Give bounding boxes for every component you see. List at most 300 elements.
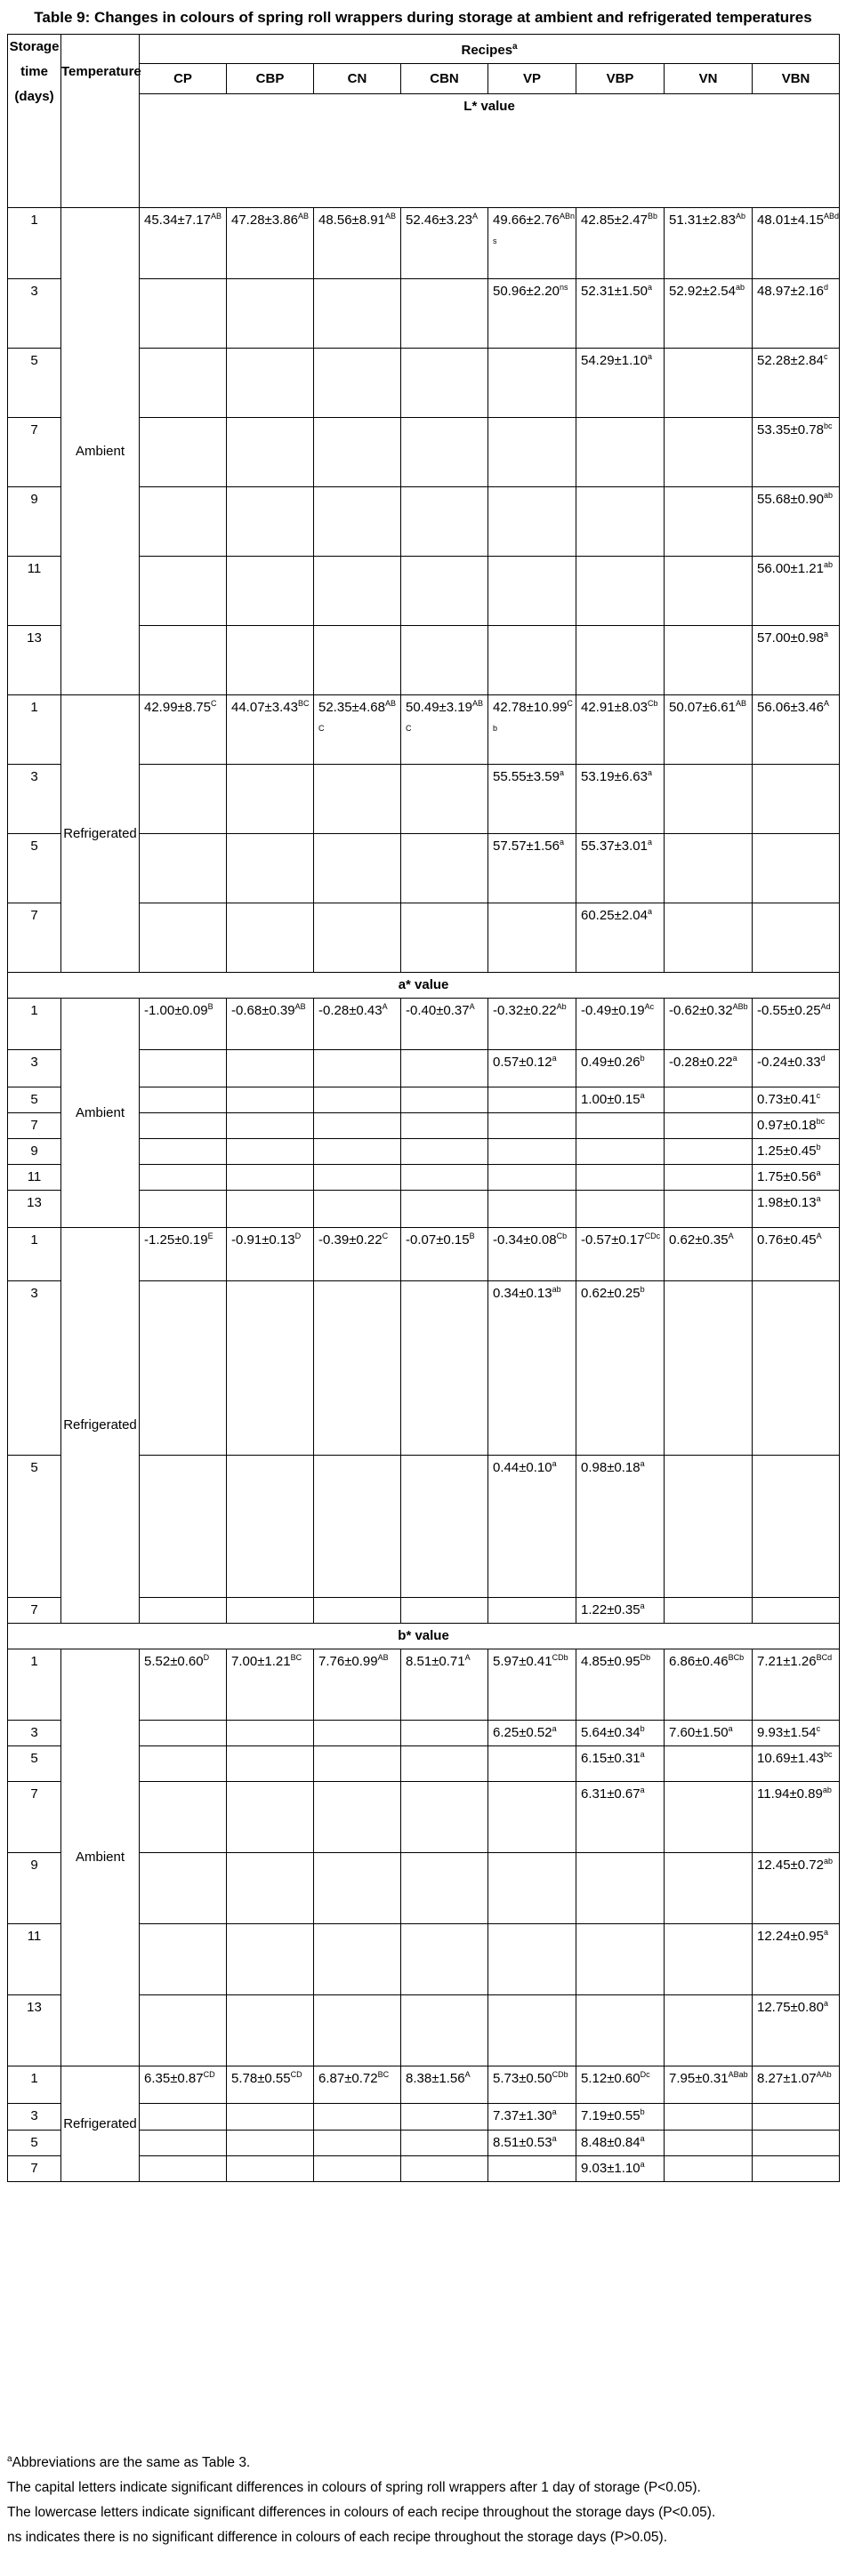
value-cell [488, 2156, 576, 2182]
value-cell: $0.62\pm 0.35^A$ [665, 1228, 753, 1281]
value-cell [488, 1782, 576, 1853]
value-cell [227, 1087, 314, 1113]
value-cell: $-0.55\pm 0.25^{Ad}$ [753, 999, 840, 1050]
value-cell: $48.01\pm 4.15^{ABd}$ [753, 208, 840, 279]
value-cell [488, 1924, 576, 1995]
value-cell [140, 903, 227, 973]
value-cell [401, 903, 488, 973]
value-cell [665, 1598, 753, 1624]
storage-day: 7 [8, 1782, 61, 1853]
value-cell [227, 1721, 314, 1746]
value-cell: 52.92±2.54$^{ab}$ [665, 279, 753, 349]
storage-day: 1 [8, 1228, 61, 1281]
value-cell: 57.00±0.98$^a$ [753, 626, 840, 695]
value-cell [140, 418, 227, 487]
value-cell [488, 418, 576, 487]
value-cell: 1.98±0.13$^a$ [753, 1191, 840, 1228]
storage-time-header: Storage time (days) [8, 35, 61, 208]
value-cell: $48.56\pm 8.91^{AB}$ [314, 208, 401, 279]
value-cell [401, 1995, 488, 2066]
value-cell: 12.24±0.95$^a$ [753, 1924, 840, 1995]
value-cell [401, 1165, 488, 1191]
value-cell [665, 1924, 753, 1995]
recipe-col-vbn: VBN [753, 64, 840, 94]
value-cell: $50.96\pm 2.20^{ns}$ [488, 279, 576, 349]
value-cell [753, 765, 840, 834]
value-cell [140, 1746, 227, 1782]
value-cell: 6.25±0.52$^a$ [488, 1721, 576, 1746]
storage-day: 11 [8, 557, 61, 626]
value-cell: $-0.57\pm 0.17^{CDc}$ [576, 1228, 665, 1281]
section-label: b* value [8, 1624, 840, 1649]
value-cell [140, 1598, 227, 1624]
value-cell [665, 1165, 753, 1191]
value-cell: 52.31±1.50$^a$ [576, 279, 665, 349]
value-cell [314, 2131, 401, 2156]
value-cell [227, 557, 314, 626]
storage-day: 1 [8, 1649, 61, 1721]
note-1: The capital letters indicate significant differences in colours of spring roll wrappers after 1 day of storage (P<0.05). [7, 2480, 701, 2496]
note-2: The lowercase letters indicate significant differences in colours of each recipe throughout the storage days (P<0.05). [7, 2505, 716, 2521]
value-cell [665, 1139, 753, 1165]
value-cell [665, 626, 753, 695]
value-cell: $49.66\pm 2.76^{ABns}$ [488, 208, 576, 279]
value-cell [314, 349, 401, 418]
value-cell [140, 1995, 227, 2066]
value-cell [488, 1191, 576, 1228]
value-cell: 0.44±0.10$^a$ [488, 1456, 576, 1598]
value-cell [401, 1050, 488, 1087]
value-cell: -0.24±0.33$^d$ [753, 1050, 840, 1087]
value-cell: 1.25±0.45$^b$ [753, 1139, 840, 1165]
value-cell: $42.85\pm 2.47^{Bb}$ [576, 208, 665, 279]
value-cell: $8.38\pm 1.56^A$ [401, 2066, 488, 2104]
value-cell [576, 1165, 665, 1191]
temperature-cell: Ambient [61, 208, 140, 695]
storage-day: 7 [8, 903, 61, 973]
value-cell: 1.00±0.15$^a$ [576, 1087, 665, 1113]
value-cell [753, 1281, 840, 1456]
value-cell [140, 1853, 227, 1924]
value-cell: 1.75±0.56$^a$ [753, 1165, 840, 1191]
storage-day: 1 [8, 2066, 61, 2104]
value-cell [140, 1113, 227, 1139]
value-cell [227, 1598, 314, 1624]
value-cell [401, 1113, 488, 1139]
value-cell [227, 2104, 314, 2131]
value-cell [140, 1165, 227, 1191]
value-cell [665, 1853, 753, 1924]
value-cell [665, 2131, 753, 2156]
storage-day: 3 [8, 2104, 61, 2131]
value-cell [227, 626, 314, 695]
value-cell [314, 1924, 401, 1995]
storage-day: 9 [8, 1853, 61, 1924]
storage-day: 7 [8, 1113, 61, 1139]
value-cell: 7.37±1.30$^a$ [488, 2104, 576, 2131]
storage-day: 5 [8, 349, 61, 418]
temperature-cell: Ambient [61, 1649, 140, 2066]
value-cell [314, 765, 401, 834]
value-cell [314, 903, 401, 973]
recipe-col-cp: CP [140, 64, 227, 94]
storage-day: 3 [8, 1281, 61, 1456]
value-cell: 0.73±0.41$^c$ [753, 1087, 840, 1113]
value-cell: $50.07\pm 6.61^{AB}$ [665, 695, 753, 765]
storage-day: 3 [8, 1721, 61, 1746]
recipe-col-vp: VP [488, 64, 576, 94]
value-cell: $0.76\pm 0.45^A$ [753, 1228, 840, 1281]
value-cell: $45.34\pm 7.17^{AB}$ [140, 208, 227, 279]
value-cell [401, 1853, 488, 1924]
value-cell [488, 1139, 576, 1165]
value-cell [665, 1087, 753, 1113]
value-cell: 1.22±0.35$^a$ [576, 1598, 665, 1624]
storage-day: 7 [8, 418, 61, 487]
value-cell [753, 834, 840, 903]
value-cell: 8.48±0.84$^a$ [576, 2131, 665, 2156]
storage-day: 3 [8, 279, 61, 349]
value-cell [314, 1782, 401, 1853]
value-cell: $5.97\pm 0.41^{CDb}$ [488, 1649, 576, 1721]
storage-day: 3 [8, 765, 61, 834]
value-cell: 12.75±0.80$^a$ [753, 1995, 840, 2066]
value-cell [314, 1598, 401, 1624]
value-cell [665, 1782, 753, 1853]
value-cell: -0.28±0.22$^a$ [665, 1050, 753, 1087]
value-cell [665, 487, 753, 557]
value-cell [314, 1139, 401, 1165]
value-cell: $44.07\pm 3.43^{BC}$ [227, 695, 314, 765]
value-cell [401, 2156, 488, 2182]
recipe-col-vn: VN [665, 64, 753, 94]
note-0: $^a$Abbreviations are the same as Table 3. [7, 2454, 251, 2471]
value-cell [227, 1924, 314, 1995]
value-cell: 11.94±0.89$^{ab}$ [753, 1782, 840, 1853]
value-cell [140, 1281, 227, 1456]
table-row [8, 1228, 840, 1281]
value-cell: 48.97±2.16$^d$ [753, 279, 840, 349]
storage-day: 13 [8, 1191, 61, 1228]
value-cell [140, 2104, 227, 2131]
value-cell [140, 1139, 227, 1165]
value-cell [401, 279, 488, 349]
value-cell [314, 834, 401, 903]
value-cell [140, 1782, 227, 1853]
value-cell [140, 765, 227, 834]
storage-day: 1 [8, 999, 61, 1050]
value-cell [576, 626, 665, 695]
value-cell [488, 1087, 576, 1113]
value-cell [227, 1782, 314, 1853]
value-cell [314, 1087, 401, 1113]
value-cell: $-0.91\pm 0.13^D$ [227, 1228, 314, 1281]
value-cell [314, 1456, 401, 1598]
value-cell [227, 1050, 314, 1087]
value-cell [227, 2131, 314, 2156]
value-cell [401, 1782, 488, 1853]
value-cell [488, 626, 576, 695]
value-cell [665, 557, 753, 626]
table-row [8, 999, 840, 1050]
temperature-cell: Refrigerated [61, 695, 140, 973]
section-label: L* value [140, 94, 840, 208]
value-cell [140, 1924, 227, 1995]
value-cell: 56.00±1.21$^{ab}$ [753, 557, 840, 626]
value-cell [140, 557, 227, 626]
value-cell: 55.55±3.59$^a$ [488, 765, 576, 834]
value-cell: $-0.32\pm 0.22^{Ab}$ [488, 999, 576, 1050]
value-cell: $-0.49\pm 0.19^{Ac}$ [576, 999, 665, 1050]
value-cell [665, 2104, 753, 2131]
value-cell: $5.78\pm 0.55^{CD}$ [227, 2066, 314, 2104]
value-cell [314, 1113, 401, 1139]
value-cell [665, 834, 753, 903]
value-cell [314, 1191, 401, 1228]
value-cell [227, 2156, 314, 2182]
value-cell [488, 1995, 576, 2066]
storage-day: 11 [8, 1165, 61, 1191]
value-cell [753, 2156, 840, 2182]
value-cell: $8.27\pm 1.07^{AAb}$ [753, 2066, 840, 2104]
value-cell [140, 1456, 227, 1598]
value-cell: 57.57±1.56$^a$ [488, 834, 576, 903]
value-cell [665, 349, 753, 418]
temperature-cell: Ambient [61, 999, 140, 1228]
value-cell: $-0.07\pm 0.15^B$ [401, 1228, 488, 1281]
value-cell: 8.51±0.53$^a$ [488, 2131, 576, 2156]
section-label: a* value [8, 973, 840, 999]
value-cell [665, 1995, 753, 2066]
value-cell: $7.95\pm 0.31^{ABab}$ [665, 2066, 753, 2104]
value-cell [665, 1746, 753, 1782]
value-cell [401, 1598, 488, 1624]
value-cell: $8.51\pm 0.71^A$ [401, 1649, 488, 1721]
value-cell [753, 2131, 840, 2156]
table-row [8, 208, 840, 279]
value-cell [227, 765, 314, 834]
value-cell [401, 834, 488, 903]
value-cell: $42.78\pm 10.99^{Cb}$ [488, 695, 576, 765]
value-cell [753, 2104, 840, 2131]
value-cell: 6.15±0.31$^a$ [576, 1746, 665, 1782]
value-cell [227, 1995, 314, 2066]
value-cell: 0.49±0.26$^b$ [576, 1050, 665, 1087]
value-cell [488, 1746, 576, 1782]
storage-day: 13 [8, 626, 61, 695]
value-cell: $42.91\pm 8.03^{Cb}$ [576, 695, 665, 765]
table-row [8, 695, 840, 765]
value-cell [401, 1087, 488, 1113]
value-cell [227, 1113, 314, 1139]
value-cell: 0.34±0.13$^{ab}$ [488, 1281, 576, 1456]
value-cell [401, 1139, 488, 1165]
storage-day: 1 [8, 208, 61, 279]
value-cell: $42.99\pm 8.75^C$ [140, 695, 227, 765]
value-cell [488, 1853, 576, 1924]
storage-day: 5 [8, 1746, 61, 1782]
value-cell: $50.49\pm 3.19^{ABC}$ [401, 695, 488, 765]
value-cell: $6.35\pm 0.87^{CD}$ [140, 2066, 227, 2104]
table-title: Table 9: Changes in colours of spring roll wrappers during storage at ambient and refrigerated temperatures [34, 9, 812, 26]
temperature-cell: Refrigerated [61, 1228, 140, 1624]
value-cell [488, 557, 576, 626]
value-cell: 0.62±0.25$^b$ [576, 1281, 665, 1456]
value-cell [140, 279, 227, 349]
value-cell [314, 1995, 401, 2066]
value-cell [401, 1746, 488, 1782]
value-cell [576, 1853, 665, 1924]
value-cell: $4.85\pm 0.95^{Db}$ [576, 1649, 665, 1721]
value-cell: 53.35±0.78$^{bc}$ [753, 418, 840, 487]
value-cell: $52.35\pm 4.68^{ABC}$ [314, 695, 401, 765]
value-cell [227, 418, 314, 487]
value-cell [314, 1050, 401, 1087]
storage-day: 13 [8, 1995, 61, 2066]
value-cell: $-1.00\pm 0.09^B$ [140, 999, 227, 1050]
value-cell: 6.31±0.67$^a$ [576, 1782, 665, 1853]
value-cell [140, 1050, 227, 1087]
value-cell [576, 1191, 665, 1228]
value-cell [140, 1087, 227, 1113]
value-cell [576, 1995, 665, 2066]
recipe-col-cbp: CBP [227, 64, 314, 94]
value-cell: 12.45±0.72$^{ab}$ [753, 1853, 840, 1924]
value-cell [314, 1853, 401, 1924]
value-cell [665, 1281, 753, 1456]
value-cell: 9.03±1.10$^a$ [576, 2156, 665, 2182]
value-cell [227, 1746, 314, 1782]
temperature-cell: Refrigerated [61, 2066, 140, 2182]
storage-day: 3 [8, 1050, 61, 1087]
value-cell: $-0.34\pm 0.08^{Cb}$ [488, 1228, 576, 1281]
value-cell [576, 418, 665, 487]
value-cell [665, 1113, 753, 1139]
value-cell [140, 349, 227, 418]
value-cell: 10.69±1.43$^{bc}$ [753, 1746, 840, 1782]
colour-table [7, 34, 840, 2182]
table-notes [7, 2447, 839, 2550]
value-cell [753, 903, 840, 973]
value-cell: 5.64±0.34$^b$ [576, 1721, 665, 1746]
value-cell [488, 1165, 576, 1191]
value-cell [488, 903, 576, 973]
header-row [8, 35, 840, 64]
value-cell [140, 626, 227, 695]
value-cell [314, 1746, 401, 1782]
storage-day: 5 [8, 2131, 61, 2156]
value-cell: 7.60±1.50$^a$ [665, 1721, 753, 1746]
storage-day: 5 [8, 1087, 61, 1113]
value-cell [314, 1721, 401, 1746]
value-cell [227, 1139, 314, 1165]
value-cell: $51.31\pm 2.83^{Ab}$ [665, 208, 753, 279]
value-cell: 54.29±1.10$^a$ [576, 349, 665, 418]
value-cell [227, 1165, 314, 1191]
section-label-row [8, 1624, 840, 1649]
value-cell [140, 1191, 227, 1228]
storage-day: 1 [8, 695, 61, 765]
recipe-col-vbp: VBP [576, 64, 665, 94]
value-cell: $-0.40\pm 0.37^A$ [401, 999, 488, 1050]
value-cell [753, 1598, 840, 1624]
value-cell: $5.12\pm 0.60^{Dc}$ [576, 2066, 665, 2104]
value-cell: 0.97±0.18$^{bc}$ [753, 1113, 840, 1139]
value-cell [401, 1721, 488, 1746]
storage-day: 9 [8, 1139, 61, 1165]
storage-day: 11 [8, 1924, 61, 1995]
value-cell: $5.52\pm 0.60^D$ [140, 1649, 227, 1721]
value-cell: $47.28\pm 3.86^{AB}$ [227, 208, 314, 279]
value-cell [140, 834, 227, 903]
value-cell [401, 418, 488, 487]
value-cell [401, 1281, 488, 1456]
value-cell [488, 487, 576, 557]
value-cell: $7.21\pm 1.26^{BCd}$ [753, 1649, 840, 1721]
note-3: ns indicates there is no significant difference in colours of each recipe throughout the storage days (P>0.05). [7, 2530, 668, 2546]
recipe-col-cbn: CBN [401, 64, 488, 94]
value-cell [314, 279, 401, 349]
value-cell: 52.28±2.84$^c$ [753, 349, 840, 418]
value-cell [401, 1191, 488, 1228]
value-cell [314, 557, 401, 626]
value-cell [227, 1191, 314, 1228]
value-cell: $7.76\pm 0.99^{AB}$ [314, 1649, 401, 1721]
value-cell [140, 487, 227, 557]
value-cell [314, 487, 401, 557]
storage-day: 7 [8, 2156, 61, 2182]
value-cell [665, 418, 753, 487]
value-cell [140, 2131, 227, 2156]
value-cell [314, 1281, 401, 1456]
value-cell [576, 1139, 665, 1165]
value-cell [665, 765, 753, 834]
storage-day: 9 [8, 487, 61, 557]
value-cell [227, 1456, 314, 1598]
value-cell [576, 557, 665, 626]
value-cell [488, 349, 576, 418]
value-cell [314, 2156, 401, 2182]
value-cell [227, 1853, 314, 1924]
storage-day: 5 [8, 834, 61, 903]
value-cell: $5.73\pm 0.50^{CDb}$ [488, 2066, 576, 2104]
value-cell: 7.19±0.55$^b$ [576, 2104, 665, 2131]
value-cell [227, 349, 314, 418]
value-cell [314, 626, 401, 695]
value-cell: $-0.39\pm 0.22^C$ [314, 1228, 401, 1281]
value-cell: $52.46\pm 3.23^A$ [401, 208, 488, 279]
value-cell [401, 626, 488, 695]
value-cell [401, 2104, 488, 2131]
value-cell: 9.93±1.54$^c$ [753, 1721, 840, 1746]
value-cell [140, 2156, 227, 2182]
section-label-row [8, 973, 840, 999]
value-cell [488, 1598, 576, 1624]
value-cell [401, 1456, 488, 1598]
value-cell [401, 487, 488, 557]
value-cell [227, 279, 314, 349]
value-cell [401, 1924, 488, 1995]
value-cell: 55.37±3.01$^a$ [576, 834, 665, 903]
value-cell: 53.19±6.63$^a$ [576, 765, 665, 834]
value-cell [314, 1165, 401, 1191]
value-cell [665, 1456, 753, 1598]
storage-day: 5 [8, 1456, 61, 1598]
value-cell: $7.00\pm 1.21^{BC}$ [227, 1649, 314, 1721]
recipe-col-cn: CN [314, 64, 401, 94]
value-cell: $-0.28\pm 0.43^A$ [314, 999, 401, 1050]
value-cell [401, 765, 488, 834]
